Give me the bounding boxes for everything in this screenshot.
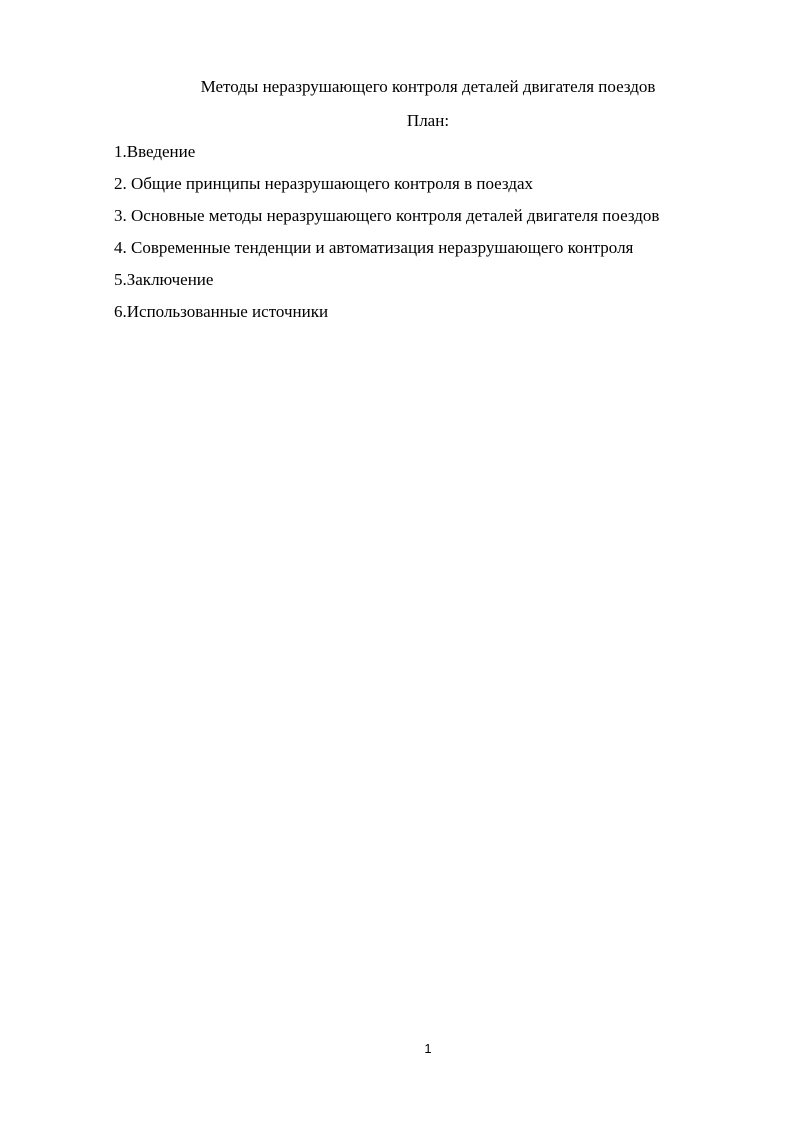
document-title: Методы неразрушающего контроля деталей двигателя поездов <box>200 77 656 96</box>
plan-item-sources: 6.Использованные источники <box>114 302 329 321</box>
plan-item-modern-trends: 4. Современные тенденции и автоматизация неразрушающего контроля <box>114 238 634 257</box>
plan-list <box>114 141 659 333</box>
plan-heading: План: <box>406 111 450 130</box>
plan-item-general-principles: 2. Общие принципы неразрушающего контроля в поездах <box>114 174 534 193</box>
plan-item-conclusion: 5.Заключение <box>114 270 214 289</box>
plan-item-introduction: 1.Введение <box>114 142 196 161</box>
plan-item-main-methods: 3. Основные методы неразрушающего контроля деталей двигателя поездов <box>114 206 660 225</box>
page-number: 1 <box>424 1041 432 1056</box>
